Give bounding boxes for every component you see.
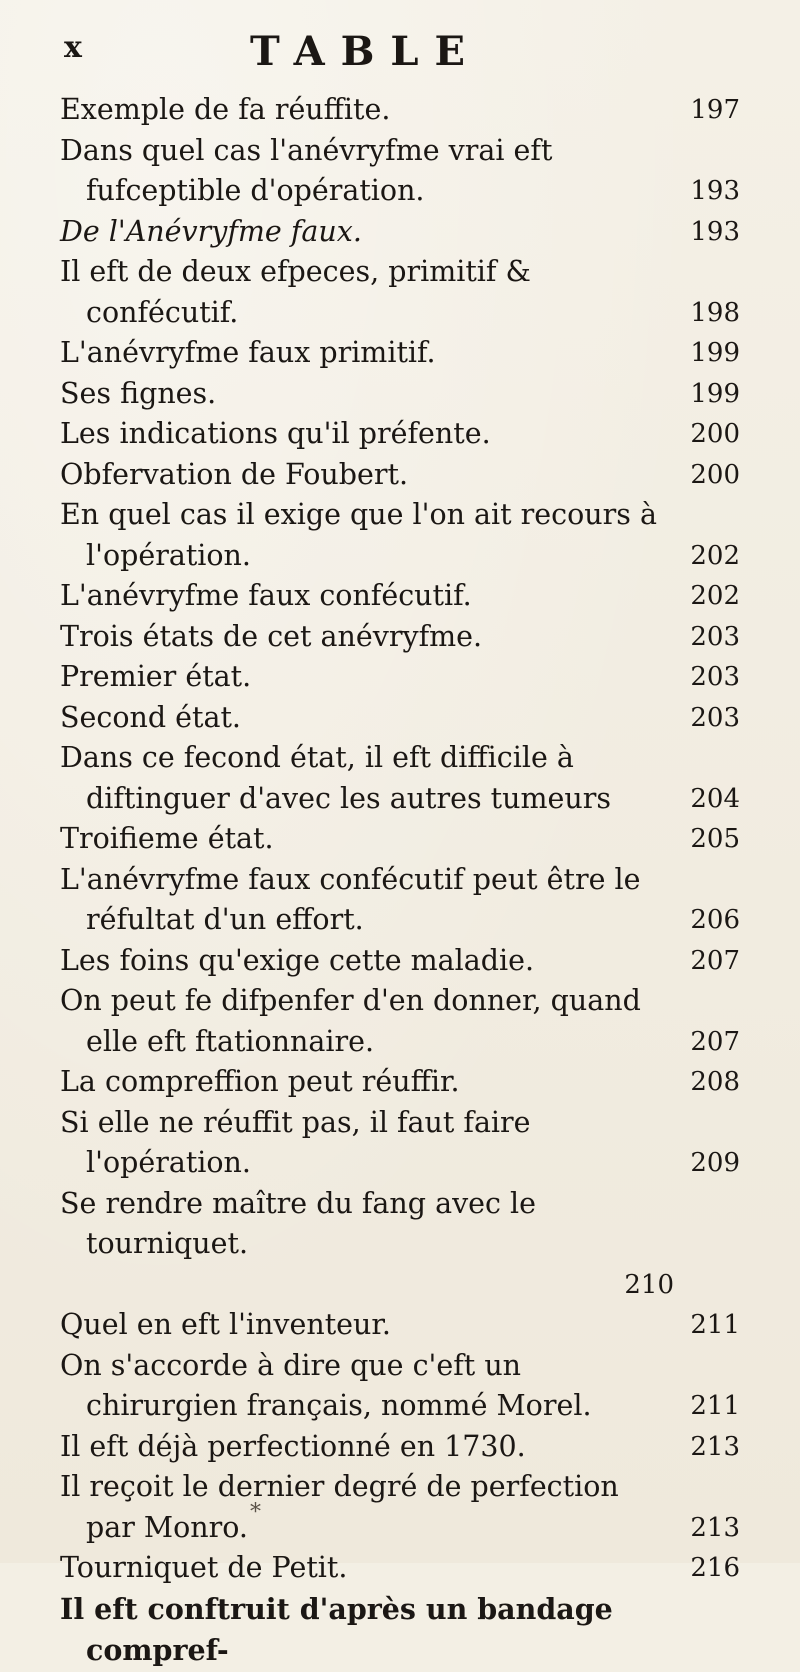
table-of-contents	[60, 90, 740, 1672]
toc-entry-page: 210	[624, 1269, 674, 1300]
toc-entry-page: 213	[690, 1431, 740, 1462]
toc-entry	[60, 1346, 740, 1427]
toc-entry-text: Tourniquet de Petit.	[60, 1551, 348, 1584]
toc-entry-text: Trois états de cet anévryfme.	[60, 619, 483, 653]
toc-entry	[60, 698, 740, 739]
toc-entry	[60, 941, 740, 982]
toc-entry	[60, 738, 740, 819]
toc-entry-text: Exemple de fa réuffite.	[60, 93, 391, 126]
toc-entry	[60, 1305, 740, 1346]
toc-entry-text: Troifieme état.	[60, 822, 274, 855]
toc-entry	[60, 1103, 740, 1184]
toc-entry-page: 206	[690, 905, 740, 935]
toc-entry-page: 207	[690, 1026, 740, 1057]
toc-entry	[60, 576, 740, 617]
toc-entry-page: 216	[690, 1553, 740, 1583]
toc-entry-page: 200	[690, 419, 740, 449]
toc-entry-page: 198	[690, 297, 740, 328]
toc-entry-page: 200	[690, 459, 740, 490]
toc-entry	[60, 819, 740, 860]
toc-entry-page: 211	[690, 1391, 740, 1421]
toc-entry-text: Si elle ne réuffit pas, il faut faire l'opération.	[60, 1105, 531, 1179]
toc-entry-text: Quel en eft l'inventeur.	[60, 1308, 391, 1341]
toc-entry-page: 202	[690, 581, 740, 611]
toc-entry	[60, 1427, 740, 1468]
toc-entry-page: 213	[690, 1512, 740, 1543]
footer-mark: *	[250, 1500, 261, 1525]
toc-entry-text: Ses fignes.	[60, 376, 217, 410]
page-number: x	[64, 30, 82, 65]
toc-entry	[60, 617, 740, 658]
toc-entry-text: Se rendre maître du fang avec le tourniquet.	[60, 1186, 537, 1260]
toc-entry-text: L'anévryfme faux confécutif peut être le réfultat d'un effort.	[60, 862, 641, 936]
toc-entry-page: 204	[690, 783, 740, 814]
toc-entry	[60, 455, 740, 496]
toc-entry-text: Il eft conftruit d'après un bandage compref-	[60, 1591, 613, 1667]
toc-entry	[60, 212, 740, 253]
toc-entry	[60, 1548, 740, 1589]
toc-entry-page: 203	[690, 621, 740, 652]
toc-entry	[60, 374, 740, 415]
toc-entry-text: L'anévryfme faux primitif.	[60, 336, 436, 369]
toc-entry-page: 199	[690, 378, 740, 409]
toc-entry-text: Il eft de deux efpeces, primitif & confécutif.	[60, 255, 531, 329]
toc-entry-text: Les foins qu'exige cette maladie.	[60, 943, 535, 977]
toc-entry	[60, 1184, 740, 1306]
toc-entry-text: La compreffion peut réuffir.	[60, 1065, 460, 1098]
toc-entry-page: 199	[690, 338, 740, 368]
toc-entry-text: De l'Anévryfme faux.	[60, 214, 362, 248]
toc-entry-page: 202	[690, 540, 740, 571]
toc-entry	[60, 860, 740, 941]
toc-entry	[60, 252, 740, 333]
toc-entry	[60, 1062, 740, 1103]
toc-entry-text: On s'accorde à dire que c'eft un chirurgien français, nommé Morel.	[60, 1348, 592, 1422]
toc-entry-text: Il eft déjà perfectionné en 1730.	[60, 1429, 526, 1463]
toc-entry-page: 197	[690, 95, 740, 125]
toc-entry-text: Second état.	[60, 700, 241, 734]
toc-entry-page: 205	[690, 824, 740, 854]
toc-entry-page: 193	[690, 216, 740, 247]
toc-entry-text: Dans ce fecond état, il eft difficile à diftinguer d'avec les autres tumeurs	[60, 741, 611, 815]
toc-entry	[60, 333, 740, 374]
toc-entry-page: 193	[690, 176, 740, 206]
toc-entry-text: Il reçoit le dernier degré de perfection par Monro.	[60, 1470, 619, 1544]
toc-entry	[60, 414, 740, 455]
toc-entry-page: 211	[690, 1310, 740, 1340]
toc-entry	[60, 131, 740, 212]
toc-entry-text: Obfervation de Foubert.	[60, 457, 409, 491]
toc-entry-text: Premier état.	[60, 660, 252, 693]
toc-entry	[60, 1589, 740, 1672]
toc-entry-page: 203	[690, 662, 740, 692]
toc-entry-page: 209	[690, 1148, 740, 1178]
toc-entry-page: 207	[690, 945, 740, 976]
toc-entry-text: En quel cas il exige que l'on ait recours à l'opération.	[60, 498, 657, 572]
toc-entry	[60, 657, 740, 698]
toc-entry-text: On peut fe difpenfer d'en donner, quand elle eft ftationnaire.	[60, 984, 641, 1058]
toc-entry	[60, 495, 740, 576]
toc-entry-text: Dans quel cas l'anévryfme vrai eft fufceptible d'opération.	[60, 133, 553, 207]
toc-entry	[60, 981, 740, 1062]
toc-entry	[60, 1467, 740, 1548]
toc-entry-page: 203	[690, 702, 740, 733]
toc-entry	[60, 90, 740, 131]
page-header	[60, 28, 762, 90]
toc-entry-text: Les indications qu'il préfente.	[60, 417, 491, 450]
running-title: TABLE	[250, 28, 482, 75]
toc-entry-text: L'anévryfme faux confécutif.	[60, 579, 472, 612]
toc-entry-page: 208	[690, 1067, 740, 1097]
